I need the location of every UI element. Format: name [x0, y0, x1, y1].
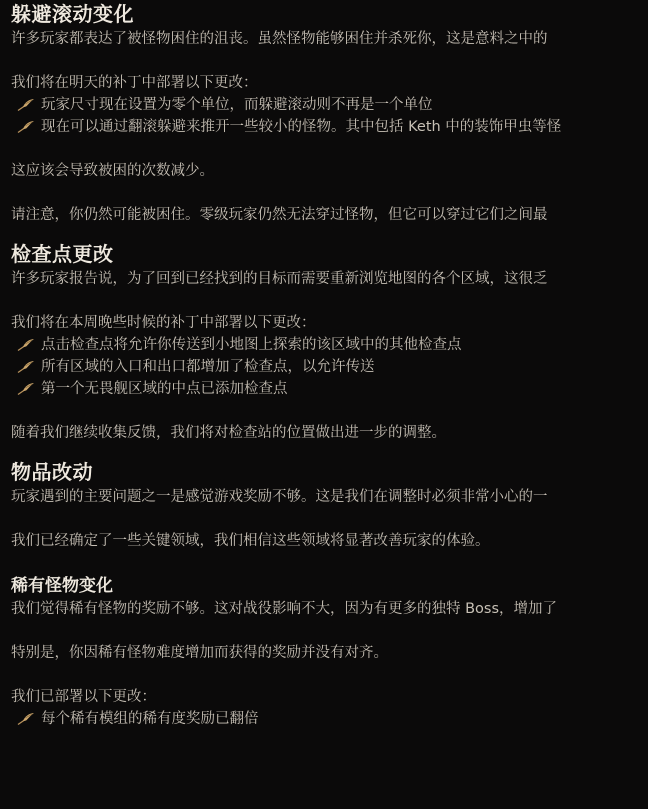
- list-item: [11, 116, 648, 138]
- section-intro-checkpoint: 许多玩家报告说，为了回到已经找到的目标而需要重新浏览地图的各个区域，这很乏: [11, 271, 548, 287]
- feather-quill-icon: [17, 98, 35, 112]
- list-item: [11, 334, 648, 356]
- section-result-dodge: 这应该会导致被困的次数减少。: [11, 163, 214, 179]
- list-item-text: 每个稀有模组的稀有度奖励已翻倍: [41, 711, 259, 727]
- section-title-dodge: 躲避滚动变化: [11, 2, 134, 26]
- section-para-rare: 特别是，你因稀有怪物难度增加而获得的奖励并没有对齐。: [11, 645, 388, 661]
- section-lead-rare: 我们已部署以下更改：: [11, 689, 156, 705]
- section-result-checkpoint: 随着我们继续收集反馈，我们将对检查站的位置做出进一步的调整。: [11, 425, 446, 441]
- feather-quill-icon: [17, 712, 35, 726]
- feather-quill-icon: [17, 338, 35, 352]
- section-intro-rare: 我们觉得稀有怪物的奖励不够。这对战役影响不大，因为有更多的独特 Boss，增加了: [11, 601, 558, 617]
- section-intro-items: 玩家遇到的主要问题之一是感觉游戏奖励不够。这是我们在调整时必须非常小心的一: [11, 489, 548, 505]
- list-item-text: 所有区域的入口和出口都增加了检查点，以允许传送: [41, 359, 375, 375]
- list-item-text: 玩家尺寸现在设置为零个单位，而躲避滚动则不再是一个单位: [41, 97, 433, 113]
- list-item: [11, 708, 648, 730]
- feather-quill-icon: [17, 382, 35, 396]
- section-intro-dodge: 许多玩家都表达了被怪物困住的沮丧。虽然怪物能够困住并杀死你，这是意料之中的: [11, 31, 548, 47]
- section-para-items: 我们已经确定了一些关键领域，我们相信这些领域将显著改善玩家的体验。: [11, 533, 490, 549]
- list-item: [11, 356, 648, 378]
- section-lead-dodge: 我们将在明天的补丁中部署以下更改：: [11, 75, 258, 91]
- feather-quill-icon: [17, 360, 35, 374]
- feather-quill-icon: [17, 120, 35, 134]
- section-title-checkpoint: 检查点更改: [11, 242, 114, 266]
- section-note-dodge: 请注意，你仍然可能被困住。零级玩家仍然无法穿过怪物，但它可以穿过它们之间最: [11, 207, 548, 223]
- list-item-text: 第一个无畏舰区域的中点已添加检查点: [41, 381, 288, 397]
- article-body: [11, 0, 648, 730]
- section-title-rare: 稀有怪物变化: [11, 576, 113, 596]
- section-title-items: 物品改动: [11, 460, 93, 484]
- list-item: [11, 378, 648, 400]
- list-item-text: 点击检查点将允许你传送到小地图上探索的该区域中的其他检查点: [41, 337, 462, 353]
- list-item: [11, 94, 648, 116]
- list-item-text: 现在可以通过翻滚躲避来推开一些较小的怪物。其中包括 Keth 中的装饰甲虫等怪: [41, 119, 562, 135]
- section-lead-checkpoint: 我们将在本周晚些时候的补丁中部署以下更改：: [11, 315, 316, 331]
